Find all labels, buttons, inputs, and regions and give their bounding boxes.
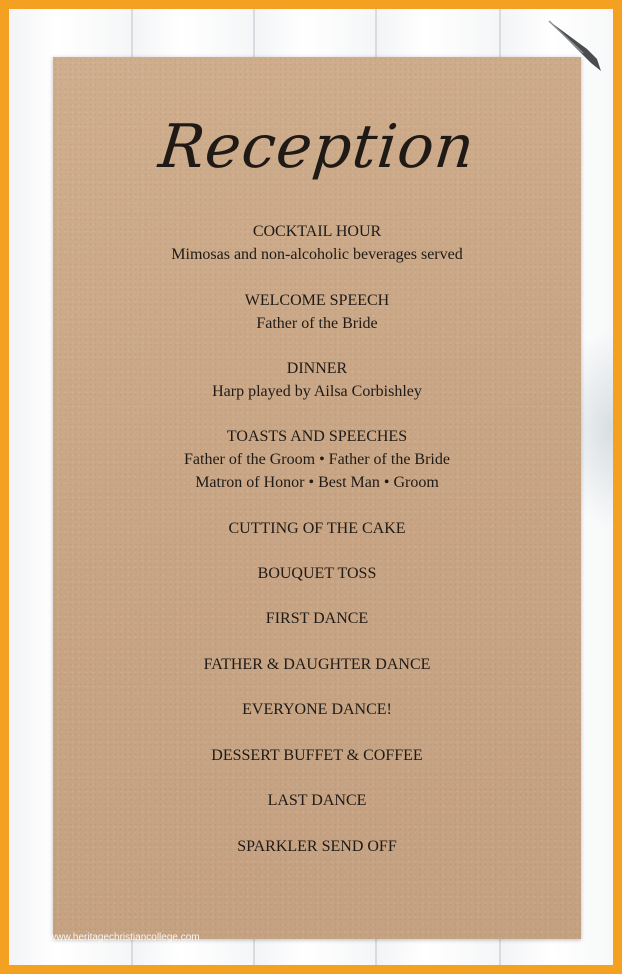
section-heading: SPARKLER SEND OFF xyxy=(237,838,397,855)
section-heading: FATHER & DAUGHTER DANCE xyxy=(203,656,431,673)
section-detail: Father of the Bride xyxy=(256,315,378,332)
section-heading: BOUQUET TOSS xyxy=(257,565,377,582)
card-title: Reception xyxy=(155,112,479,182)
reception-program-card xyxy=(53,57,581,939)
section-heading: LAST DANCE xyxy=(267,792,367,809)
section-detail: Mimosas and non-alcoholic beverages served xyxy=(171,246,463,263)
section-heading: TOASTS AND SPEECHES xyxy=(226,428,408,445)
section-heading: FIRST DANCE xyxy=(265,610,369,627)
section-heading: COCKTAIL HOUR xyxy=(252,223,382,240)
section-heading: EVERYONE DANCE! xyxy=(242,701,392,718)
section-detail: Harp played by Ailsa Corbishley xyxy=(212,383,422,400)
section-heading: WELCOME SPEECH xyxy=(244,292,390,309)
section-heading: CUTTING OF THE CAKE xyxy=(228,520,406,537)
section-heading: DESSERT BUFFET & COFFEE xyxy=(211,747,423,764)
section-detail: Father of the Groom • Father of the Bride xyxy=(184,451,450,468)
section-detail: Matron of Honor • Best Man • Groom xyxy=(195,474,439,491)
section-heading: DINNER xyxy=(286,360,348,377)
watermark-text: www.heritagechristiancollege.com xyxy=(49,932,200,943)
